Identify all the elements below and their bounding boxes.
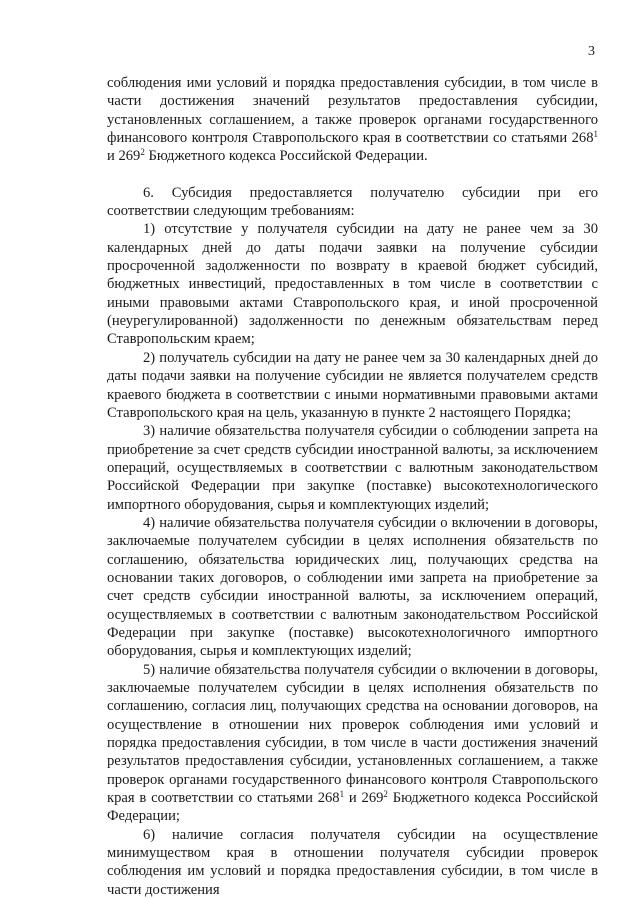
paragraph-continuation: соблюдения ими условий и порядка предоставления субсидии, в том числе в части достижения значений результатов предоставления субсидии, установленных соглашением, а также проверок органами государственного финансового контроля Ставропольского края в соответствии со статьями $268^1$ и $269^2$ Бюджетного кодекса Российской Федерации. — [107, 75, 598, 165]
paragraph-requirement-4: 4) наличие обязательства получателя субсидии о включении в договоры, заключаемые получателем субсидии в целях исполнения обязательств по соглашению, обязательства юридических лиц, получающих средства на основании таких договоров, о соблюдении ими запрета на приобретение за счет средств субсидии иностранной валюты, за исключением операций, осуществляемых в соответствии с валютным законодательством Российской Федерации при закупке (поставке) высокотехнологичного импортного оборудования, сырья и комплектующих изделий; — [107, 514, 598, 660]
paragraph-gap — [107, 166, 598, 184]
page-number: 3 — [588, 44, 595, 59]
paragraph-requirement-5: 5) наличие обязательства получателя субсидии о включении в договоры, заключаемые получателем субсидии в целях исполнения обязательств по соглашению, согласия лиц, получающих средства на основании договоров, на осуществление в отношении них проверок соблюдения ими условий и порядка предоставления субсидии, в том числе в части достижения значений результатов предоставления субсидии, установленных соглашением, а также проверок органами государственного финансового контроля Ставропольского края в соответствии со статьями $268^1$ и $269^2$ Бюджетного кодекса Российской Федерации; — [107, 661, 599, 825]
paragraph-requirement-6: 6) наличие согласия получателя субсидии на осуществление минимуществом края в отношении получателя субсидии проверок соблюдения им условий и порядка предоставления субсидии, в том числе в части достижения — [107, 826, 598, 898]
paragraph-requirement-2: 2) получатель субсидии на дату не ранее чем за 30 календарных дней до даты подачи заявки на получение субсидии не является получателем средств краевого бюджета в соответствии с иными нормативными правовыми актами Ставропольского края на цель, указанную в пункте 2 настоящего Порядка; — [107, 349, 598, 421]
paragraph-requirement-1: 1) отсутствие у получателя субсидии на дату не ранее чем за 30 календарных дней до даты подачи заявки на получение субсидии просроченной задолженности по возврату в краевой бюджет субсидий, бюджетных инвестиций, предоставленных в том числе в соответствии с иными правовыми актами Ставропольского края, и иной просроченной (неурегулированной) задолженности по денежным обязательствам перед Ставропольским краем; — [107, 221, 598, 348]
paragraph-item-6: 6. Субсидия предоставляется получателю субсидии при его соответствии следующим требованиям: — [107, 184, 598, 220]
paragraph-requirement-3: 3) наличие обязательства получателя субсидии о соблюдении запрета на приобретение за счет средств субсидии иностранной валюты, за исключением операций, осуществляемых в соответствии с валютным законодательством Российской Федерации при закупке (поставке) высокотехнологического импортного оборудования, сырья и комплектующих изделий; — [107, 423, 598, 513]
document-body — [107, 74, 598, 899]
